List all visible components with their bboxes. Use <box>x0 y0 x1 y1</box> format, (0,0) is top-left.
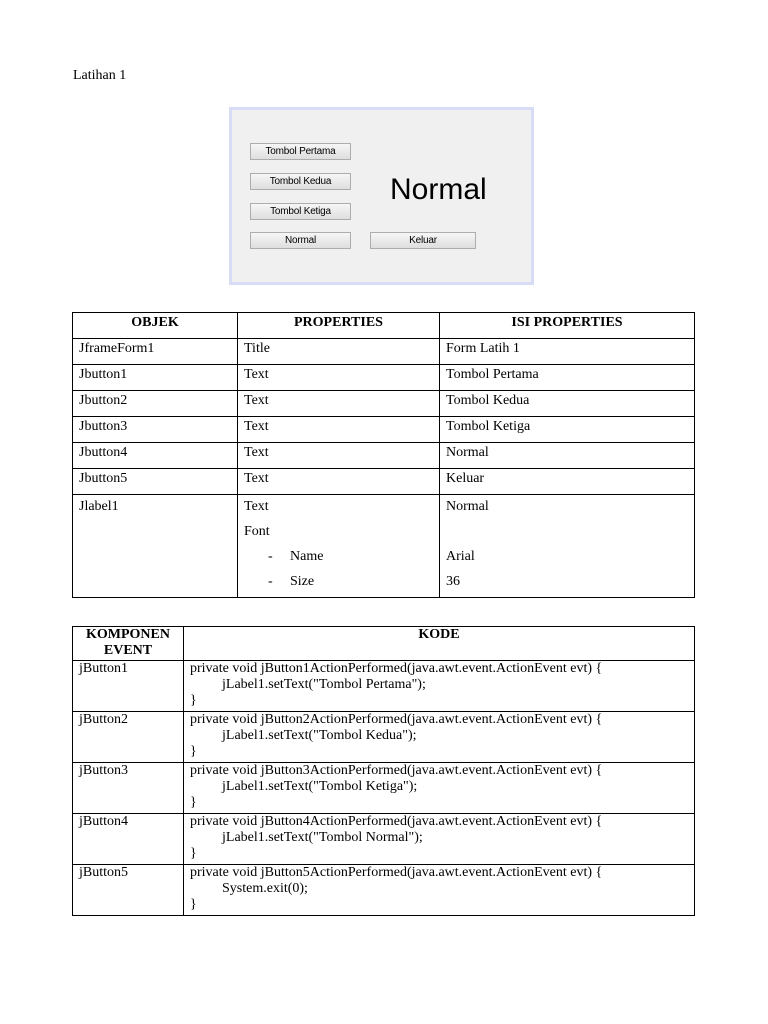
prop-font-size <box>244 572 439 597</box>
val-text: Normal <box>446 499 489 514</box>
objek-jlabel1: Jlabel1 <box>79 499 119 514</box>
cell-property: Text <box>238 417 440 443</box>
val-font <box>446 522 694 547</box>
cell-objek: Jbutton1 <box>73 365 238 391</box>
cell-value: Normal <box>440 443 695 469</box>
table-row <box>73 391 695 417</box>
table-row <box>73 865 695 916</box>
code-close: } <box>190 795 197 810</box>
cell-objek <box>73 495 238 598</box>
dash: - <box>268 549 273 564</box>
page-heading: Latihan 1 <box>73 68 127 83</box>
cell-property: Text <box>238 443 440 469</box>
keluar-button[interactable]: Keluar <box>370 232 476 249</box>
cell-objek: JframeForm1 <box>73 339 238 365</box>
header-komponen-event <box>73 627 184 661</box>
cell-property <box>238 495 440 598</box>
cell-objek: Jbutton3 <box>73 417 238 443</box>
cell-value: Keluar <box>440 469 695 495</box>
header-properties: PROPERTIES <box>238 313 440 339</box>
code-signature: private void jButton1ActionPerformed(java.awt.event.ActionEvent evt) { <box>190 661 603 676</box>
table-row <box>73 469 695 495</box>
cell-component: jButton1 <box>73 661 184 712</box>
val-size: 36 <box>446 574 460 589</box>
table-row <box>73 814 695 865</box>
code-signature: private void jButton5ActionPerformed(java.awt.event.ActionEvent evt) { <box>190 865 603 880</box>
table-header-row <box>73 627 695 661</box>
prop-size-label: Size <box>290 574 315 589</box>
cell-property: Text <box>238 365 440 391</box>
jlabel-display: Normal <box>390 173 487 206</box>
header-komponen: KOMPONEN <box>86 627 170 642</box>
cell-code <box>184 814 695 865</box>
tombol-kedua-button[interactable]: Tombol Kedua <box>250 173 351 190</box>
code-close: } <box>190 693 197 708</box>
events-table <box>72 626 695 916</box>
cell-value: Form Latih 1 <box>440 339 695 365</box>
cell-component: jButton5 <box>73 865 184 916</box>
table-row <box>73 443 695 469</box>
cell-value: Tombol Kedua <box>440 391 695 417</box>
header-isi-properties: ISI PROPERTIES <box>440 313 695 339</box>
cell-component: jButton4 <box>73 814 184 865</box>
header-kode: KODE <box>184 627 695 661</box>
cell-property: Title <box>238 339 440 365</box>
code-signature: private void jButton4ActionPerformed(java.awt.event.ActionEvent evt) { <box>190 814 603 829</box>
val-name: Arial <box>446 549 475 564</box>
cell-component: jButton3 <box>73 763 184 814</box>
table-row <box>73 417 695 443</box>
header-event: EVENT <box>103 643 153 658</box>
cell-value <box>440 495 695 598</box>
code-body: System.exit(0); <box>222 881 308 896</box>
code-close: } <box>190 744 197 759</box>
code-close: } <box>190 846 197 861</box>
code-signature: private void jButton2ActionPerformed(java.awt.event.ActionEvent evt) { <box>190 712 603 727</box>
table-row <box>73 661 695 712</box>
cell-component: jButton2 <box>73 712 184 763</box>
tombol-ketiga-button[interactable]: Tombol Ketiga <box>250 203 351 220</box>
form-screenshot <box>229 107 534 285</box>
table-row <box>73 339 695 365</box>
cell-code <box>184 661 695 712</box>
prop-name-label: Name <box>290 549 324 564</box>
cell-value: Tombol Ketiga <box>440 417 695 443</box>
cell-objek: Jbutton5 <box>73 469 238 495</box>
code-body: jLabel1.setText("Tombol Ketiga"); <box>222 779 418 794</box>
dash: - <box>268 574 273 589</box>
code-body: jLabel1.setText("Tombol Kedua"); <box>222 728 417 743</box>
table-row <box>73 495 695 598</box>
cell-property: Text <box>238 469 440 495</box>
tombol-pertama-button[interactable]: Tombol Pertama <box>250 143 351 160</box>
code-signature: private void jButton3ActionPerformed(java.awt.event.ActionEvent evt) { <box>190 763 603 778</box>
code-body: jLabel1.setText("Tombol Pertama"); <box>222 677 426 692</box>
cell-objek: Jbutton2 <box>73 391 238 417</box>
cell-objek: Jbutton4 <box>73 443 238 469</box>
cell-value: Tombol Pertama <box>440 365 695 391</box>
cell-code <box>184 712 695 763</box>
cell-code <box>184 865 695 916</box>
table-header-row <box>73 313 695 339</box>
table-row <box>73 712 695 763</box>
prop-font-name <box>244 547 439 572</box>
table-row <box>73 763 695 814</box>
code-close: } <box>190 897 197 912</box>
table-row <box>73 365 695 391</box>
code-body: jLabel1.setText("Tombol Normal"); <box>222 830 423 845</box>
cell-property: Text <box>238 391 440 417</box>
normal-button[interactable]: Normal <box>250 232 351 249</box>
prop-text: Text <box>244 499 269 514</box>
prop-font: Font <box>244 524 270 539</box>
header-objek: OBJEK <box>73 313 238 339</box>
properties-table <box>72 312 695 598</box>
cell-code <box>184 763 695 814</box>
